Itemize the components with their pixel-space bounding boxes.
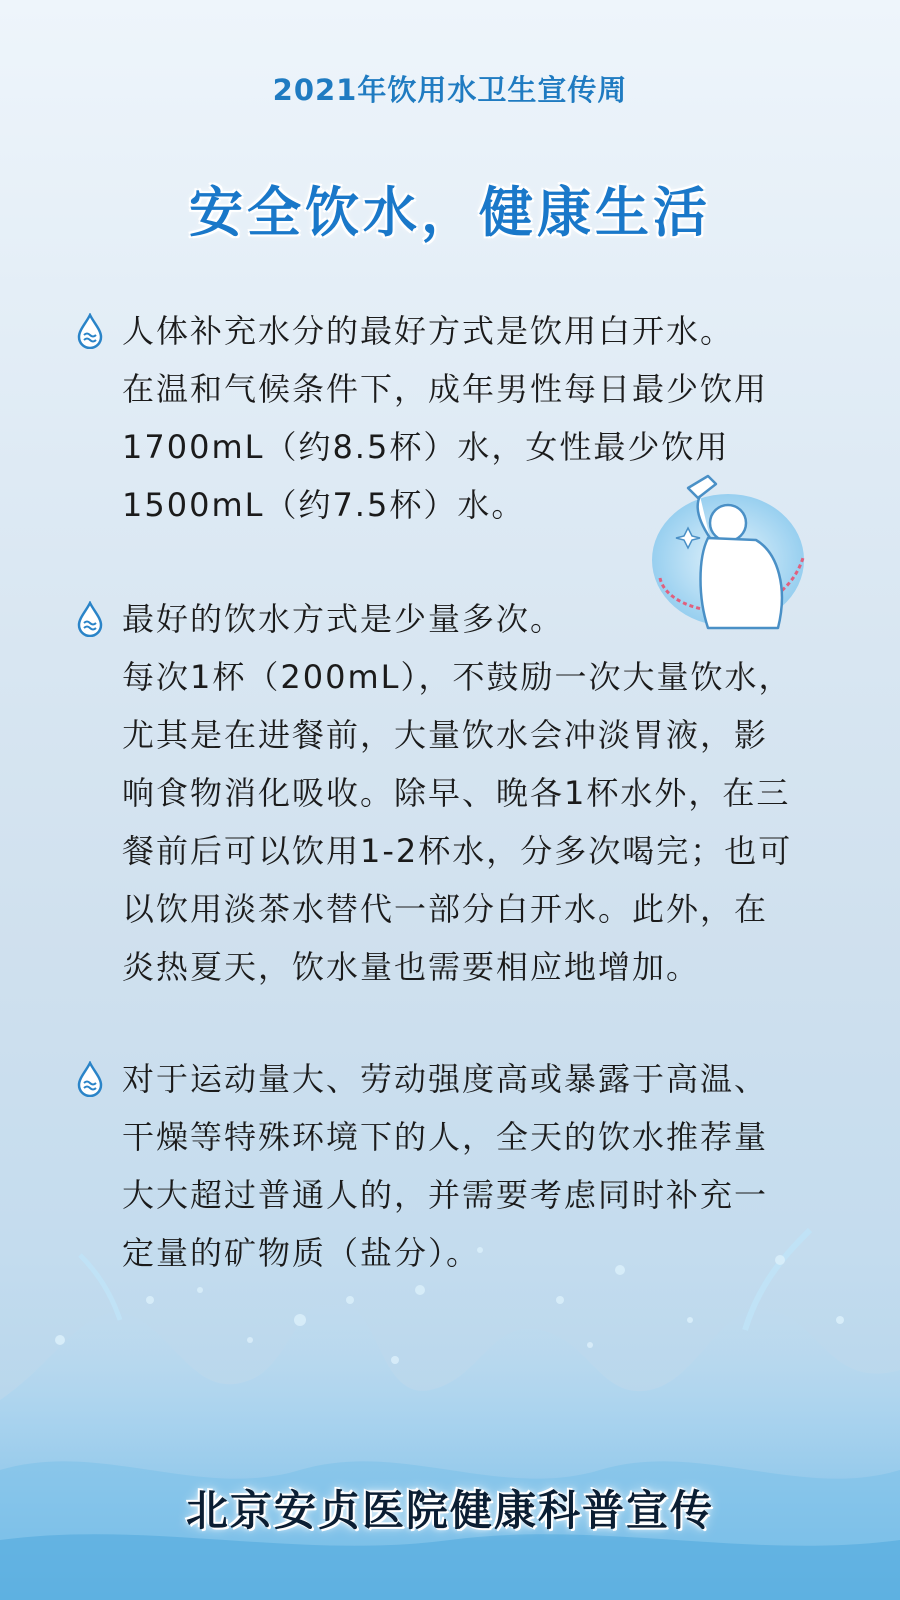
tip-lead-row bbox=[76, 590, 816, 648]
tip-text-line: 干燥等特殊环境下的人，全天的饮水推荐量 bbox=[122, 1118, 769, 1156]
water-drop-icon bbox=[76, 313, 104, 349]
tip-text-line: 以饮用淡茶水替代一部分白开水。此外，在 bbox=[122, 890, 769, 928]
water-drop-icon bbox=[76, 601, 104, 637]
tip-text-line: 尤其是在进餐前，大量饮水会冲淡胃液，影 bbox=[122, 716, 769, 754]
tip-lead-row bbox=[76, 302, 816, 360]
tip-text-line: 大大超过普通人的，并需要考虑同时补充一 bbox=[122, 1176, 769, 1214]
water-drop-icon bbox=[76, 1061, 104, 1097]
tip-text-line: 1700mL（约8.5杯）水，女性最少饮用 bbox=[122, 428, 730, 466]
tip-lead-text: 人体补充水分的最好方式是饮用白开水。 bbox=[122, 312, 735, 350]
tip-text-line: 1500mL（约7.5杯）水。 bbox=[122, 486, 526, 524]
tip-section-3 bbox=[76, 1050, 816, 1282]
tip-text-line: 在温和气候条件下，成年男性每日最少饮用 bbox=[122, 370, 769, 408]
tip-text-line: 炎热夏天，饮水量也需要相应地增加。 bbox=[122, 948, 701, 986]
tip-text-line: 响食物消化吸收。除早、晚各1杯水外，在三 bbox=[122, 774, 791, 812]
tip-lead-text: 最好的饮水方式是少量多次。 bbox=[122, 600, 565, 638]
tip-text-line: 每次1杯（200mL），不鼓励一次大量饮水， bbox=[122, 658, 793, 696]
tip-lead-row bbox=[76, 1050, 816, 1108]
tip-text-line: 餐前后可以饮用1-2杯水，分多次喝完；也可 bbox=[122, 832, 793, 870]
main-title: 安全饮水，健康生活 bbox=[189, 181, 711, 244]
campaign-subtitle: 2021年饮用水卫生宣传周 bbox=[272, 73, 628, 107]
footer-organization: 北京安贞医院健康科普宣传 bbox=[185, 1486, 714, 1535]
tip-text-line: 定量的矿物质（盐分）。 bbox=[122, 1234, 481, 1272]
tip-lead-text: 对于运动量大、劳动强度高或暴露于高温、 bbox=[122, 1060, 769, 1098]
tip-section-2 bbox=[76, 590, 816, 996]
